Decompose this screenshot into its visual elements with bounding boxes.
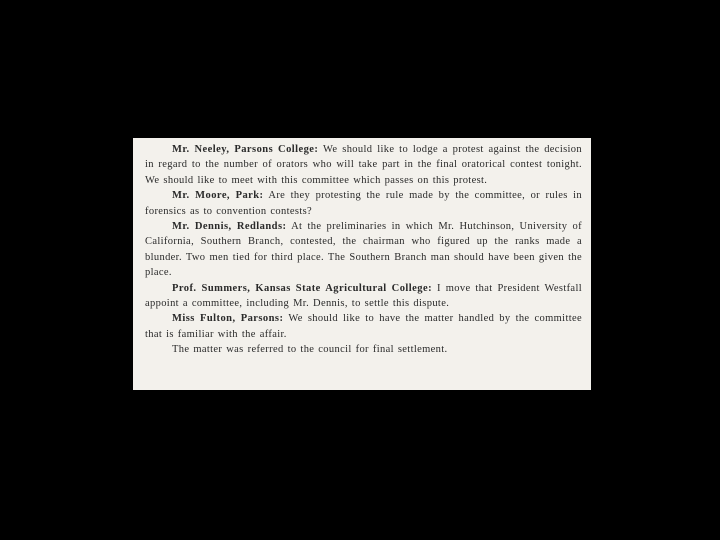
paragraph-neeley [145, 142, 582, 188]
speaker-name: Mr. Neeley, Parsons College: [172, 144, 319, 155]
speech-text: I move that President Westfall appoint a committee, including Mr. Dennis, to settle this dispute. [145, 282, 582, 310]
speech-text: We should like to have the matter handled by the committee that is familiar with the affair. [145, 313, 582, 340]
conclusion-text: The matter was referred to the council for final settlement. [172, 344, 448, 356]
paragraph-summers [145, 281, 582, 312]
speaker-name: Mr. Dennis, Redlands: [172, 221, 287, 233]
paragraph-conclusion [145, 342, 582, 357]
scanned-document-page [133, 138, 591, 390]
speech-text: Are they protesting the rule made by the committee, or rules in forensics as to convention contests? [145, 190, 582, 217]
speaker-name: Prof. Summers, Kansas State Agricultural College: [172, 282, 433, 294]
paragraph-dennis [145, 219, 582, 281]
speech-text: We should like to lodge a protest against the decision in regard to the number of orators who will take part in the final oratorical contest tonight. We should like to meet with this committee which passes on this protest. [145, 144, 582, 186]
paragraph-moore [145, 188, 582, 219]
speech-text: At the preliminaries in which Mr. Hutchinson, University of California, Southern Branch, contested, the chairman who figured up the ranks made a blunder. Two men tied for third place. The Southern Branch man should have been given the place. [145, 221, 582, 279]
speaker-name: Miss Fulton, Parsons: [172, 313, 284, 325]
speaker-name: Mr. Moore, Park: [172, 190, 264, 202]
paragraph-fulton [145, 311, 582, 342]
